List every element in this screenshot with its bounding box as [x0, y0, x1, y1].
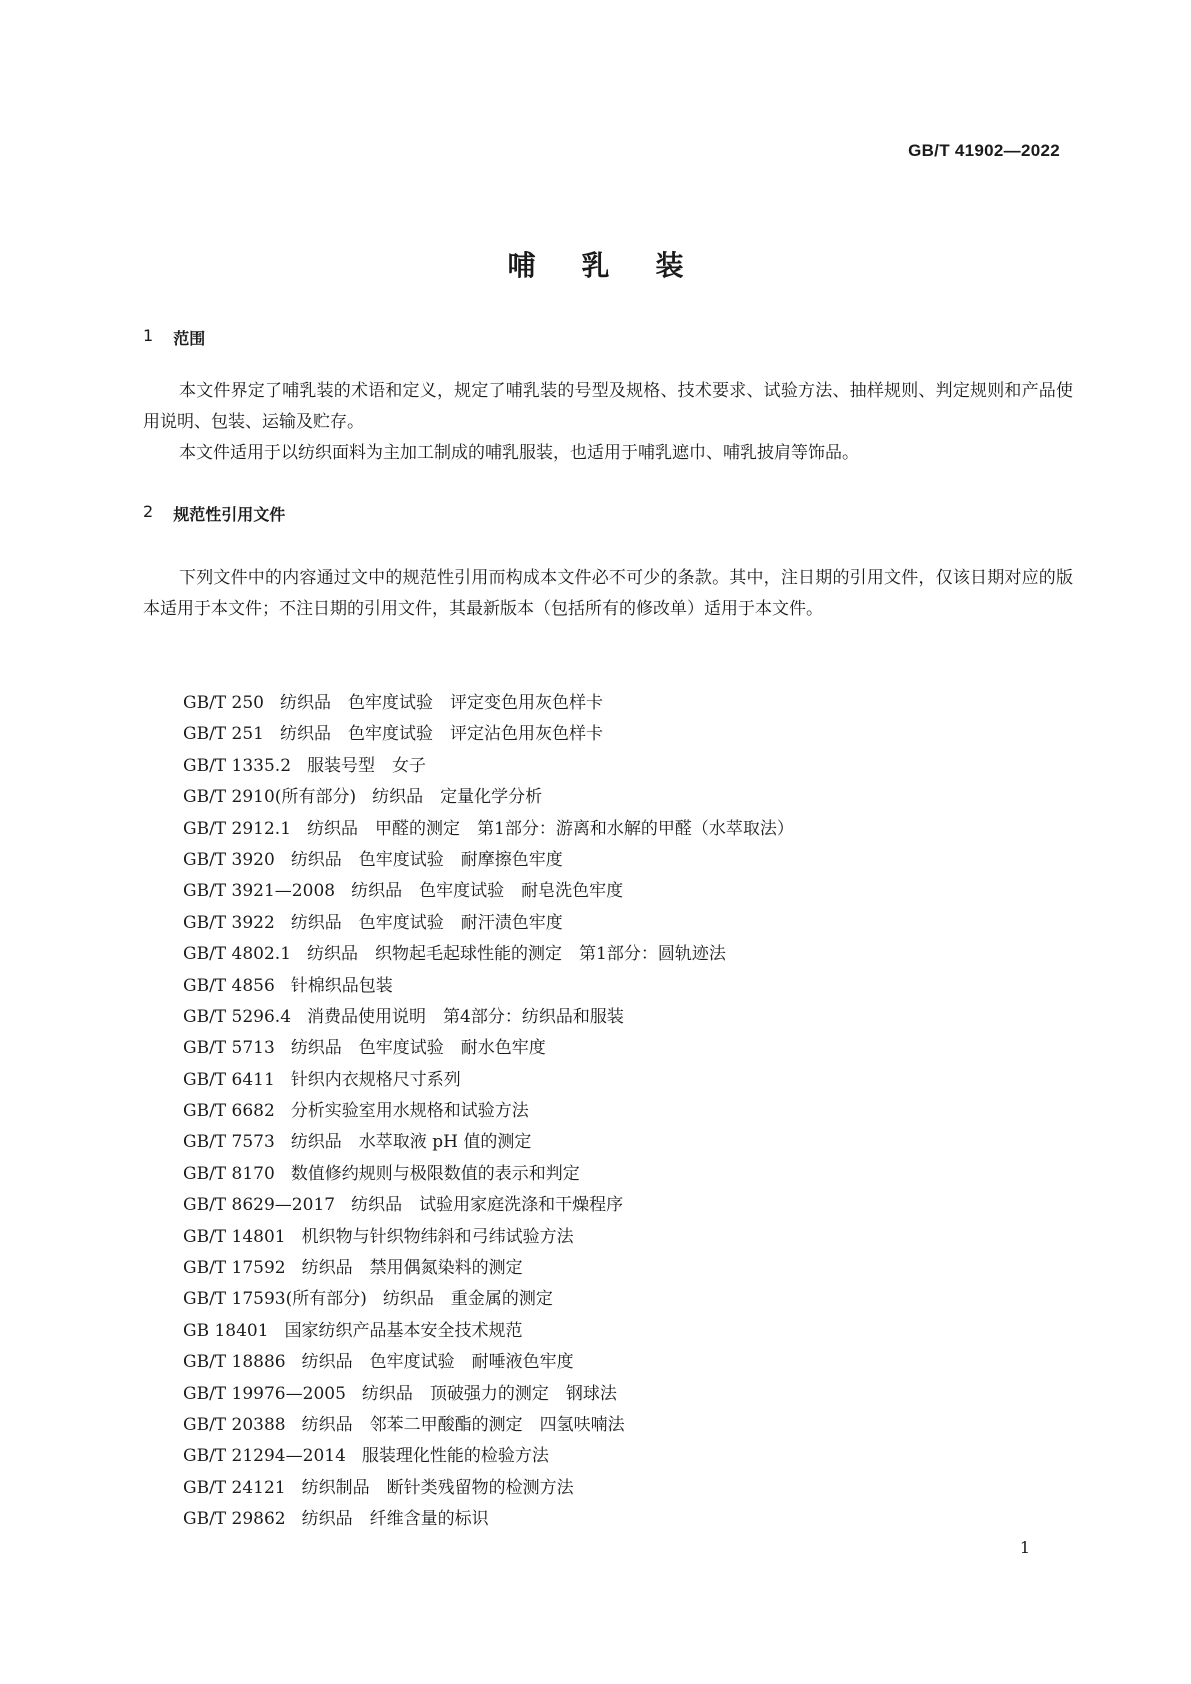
reference-code: GB/T 17593(所有部分): [183, 1289, 367, 1310]
reference-title: 纺织品 顶破强力的测定 钢球法: [361, 1383, 617, 1404]
reference-title: 纺织品 纤维含量的标识: [301, 1509, 489, 1530]
reference-code: GB/T 6682: [183, 1101, 275, 1122]
normative-references-list: [183, 688, 794, 1536]
reference-title: 机织物与针织物纬斜和弓纬试验方法: [301, 1226, 574, 1247]
reference-code: GB/T 24121: [183, 1477, 286, 1498]
reference-item: [183, 908, 794, 939]
section-1-heading: [143, 326, 205, 349]
reference-item: [183, 971, 794, 1002]
reference-item: [183, 1379, 794, 1410]
standard-code: GB/T 41902—2022: [908, 141, 1060, 160]
reference-title: 针织内衣规格尺寸系列: [290, 1069, 461, 1090]
reference-code: GB/T 251: [183, 724, 264, 745]
reference-code: GB 18401: [183, 1320, 269, 1341]
reference-code: GB/T 5713: [183, 1038, 275, 1059]
reference-code: GB/T 5296.4: [183, 1006, 292, 1027]
reference-title: 消费品使用说明 第4部分：纺织品和服装: [307, 1006, 624, 1027]
reference-code: GB/T 6411: [183, 1069, 275, 1090]
reference-title: 纺织品 重金属的测定: [382, 1289, 553, 1310]
reference-code: GB/T 7573: [183, 1132, 275, 1153]
reference-item: [183, 1284, 794, 1315]
reference-title: 纺织品 试验用家庭洗涤和干燥程序: [351, 1195, 624, 1216]
reference-item: [183, 782, 794, 813]
section-title: 规范性引用文件: [173, 505, 286, 524]
reference-title: 纺织品 禁用偶氮染料的测定: [301, 1258, 523, 1279]
reference-title: 纺织品 色牢度试验 耐皂洗色牢度: [351, 881, 624, 902]
reference-item: [183, 814, 794, 845]
reference-item: [183, 1190, 794, 1221]
reference-code: GB/T 4802.1: [183, 944, 292, 965]
reference-item: [183, 751, 794, 782]
reference-item: [183, 688, 794, 719]
reference-title: 纺织品 水萃取液 pH 值的测定: [290, 1132, 532, 1153]
reference-title: 纺织品 色牢度试验 耐摩擦色牢度: [290, 849, 563, 870]
reference-item: [183, 1253, 794, 1284]
reference-title: 纺织品 定量化学分析: [372, 787, 543, 808]
reference-code: GB/T 3921—2008: [183, 881, 336, 902]
reference-code: GB/T 21294—2014: [183, 1446, 346, 1467]
reference-item: [183, 1222, 794, 1253]
reference-item: [183, 1159, 794, 1190]
reference-item: [183, 1441, 794, 1472]
reference-item: [183, 719, 794, 750]
reference-title: 纺织品 色牢度试验 耐唾液色牢度: [301, 1352, 574, 1373]
reference-code: GB/T 8629—2017: [183, 1195, 336, 1216]
reference-item: [183, 1096, 794, 1127]
reference-title: 纺织制品 断针类残留物的检测方法: [301, 1477, 574, 1498]
reference-code: GB/T 250: [183, 693, 264, 713]
reference-item: [183, 939, 794, 970]
section-title: 范围: [173, 329, 206, 348]
section-number: 1: [143, 326, 154, 345]
reference-code: GB/T 8170: [183, 1163, 275, 1184]
reference-code: GB/T 2912.1: [183, 818, 292, 839]
reference-code: GB/T 19976—2005: [183, 1383, 346, 1404]
reference-code: GB/T 3922: [183, 912, 275, 933]
reference-title: 纺织品 织物起毛起球性能的测定 第1部分：圆轨迹法: [307, 944, 726, 965]
reference-title: 针棉织品包装: [290, 975, 393, 996]
reference-title: 服装号型 女子: [307, 755, 427, 776]
reference-title: 纺织品 色牢度试验 耐汗渍色牢度: [290, 912, 563, 933]
section-number: 2: [143, 502, 154, 521]
reference-title: 纺织品 色牢度试验 耐水色牢度: [290, 1038, 546, 1059]
reference-code: GB/T 1335.2: [183, 755, 292, 776]
reference-code: GB/T 17592: [183, 1258, 286, 1279]
reference-code: GB/T 2910(所有部分): [183, 787, 357, 808]
reference-item: [183, 1347, 794, 1378]
reference-item: [183, 1504, 794, 1535]
reference-title: 分析实验室用水规格和试验方法: [290, 1101, 529, 1122]
reference-item: [183, 1316, 794, 1347]
reference-item: [183, 1065, 794, 1096]
references-intro-paragraph: 下列文件中的内容通过文中的规范性引用而构成本文件必不可少的条款。其中，注日期的引用文件，仅该日期对应的版本适用于本文件；不注日期的引用文件，其最新版本（包括所有的修改单）适用于本文件。: [143, 568, 1073, 619]
scope-paragraph-1: 本文件界定了哺乳装的术语和定义，规定了哺乳装的号型及规格、技术要求、试验方法、抽样规则、判定规则和产品使用说明、包装、运输及贮存。: [143, 381, 1073, 432]
reference-item: [183, 1033, 794, 1064]
reference-title: 服装理化性能的检验方法: [361, 1446, 549, 1467]
reference-title: 纺织品 色牢度试验 评定变色用灰色样卡: [280, 693, 603, 713]
reference-item: [183, 1473, 794, 1504]
reference-code: GB/T 4856: [183, 975, 275, 996]
reference-item: [183, 876, 794, 907]
scope-paragraph-2: 本文件适用于以纺织面料为主加工制成的哺乳服装，也适用于哺乳遮巾、哺乳披肩等饰品。: [179, 443, 859, 463]
reference-code: GB/T 20388: [183, 1414, 286, 1435]
reference-title: 数值修约规则与极限数值的表示和判定: [290, 1163, 580, 1184]
reference-item: [183, 1127, 794, 1158]
reference-code: GB/T 3920: [183, 849, 275, 870]
reference-code: GB/T 18886: [183, 1352, 286, 1373]
reference-item: [183, 1410, 794, 1441]
reference-title: 纺织品 甲醛的测定 第1部分：游离和水解的甲醛（水萃取法）: [307, 818, 794, 839]
reference-title: 纺织品 邻苯二甲酸酯的测定 四氢呋喃法: [301, 1414, 625, 1435]
reference-code: GB/T 29862: [183, 1509, 286, 1530]
reference-item: [183, 845, 794, 876]
document-title: 哺乳装: [507, 249, 730, 282]
reference-title: 纺织品 色牢度试验 评定沾色用灰色样卡: [280, 724, 603, 745]
page-number: 1: [1019, 1538, 1030, 1557]
reference-title: 国家纺织产品基本安全技术规范: [284, 1320, 523, 1341]
section-2-heading: [143, 502, 285, 525]
reference-code: GB/T 14801: [183, 1226, 286, 1247]
reference-item: [183, 1002, 794, 1033]
